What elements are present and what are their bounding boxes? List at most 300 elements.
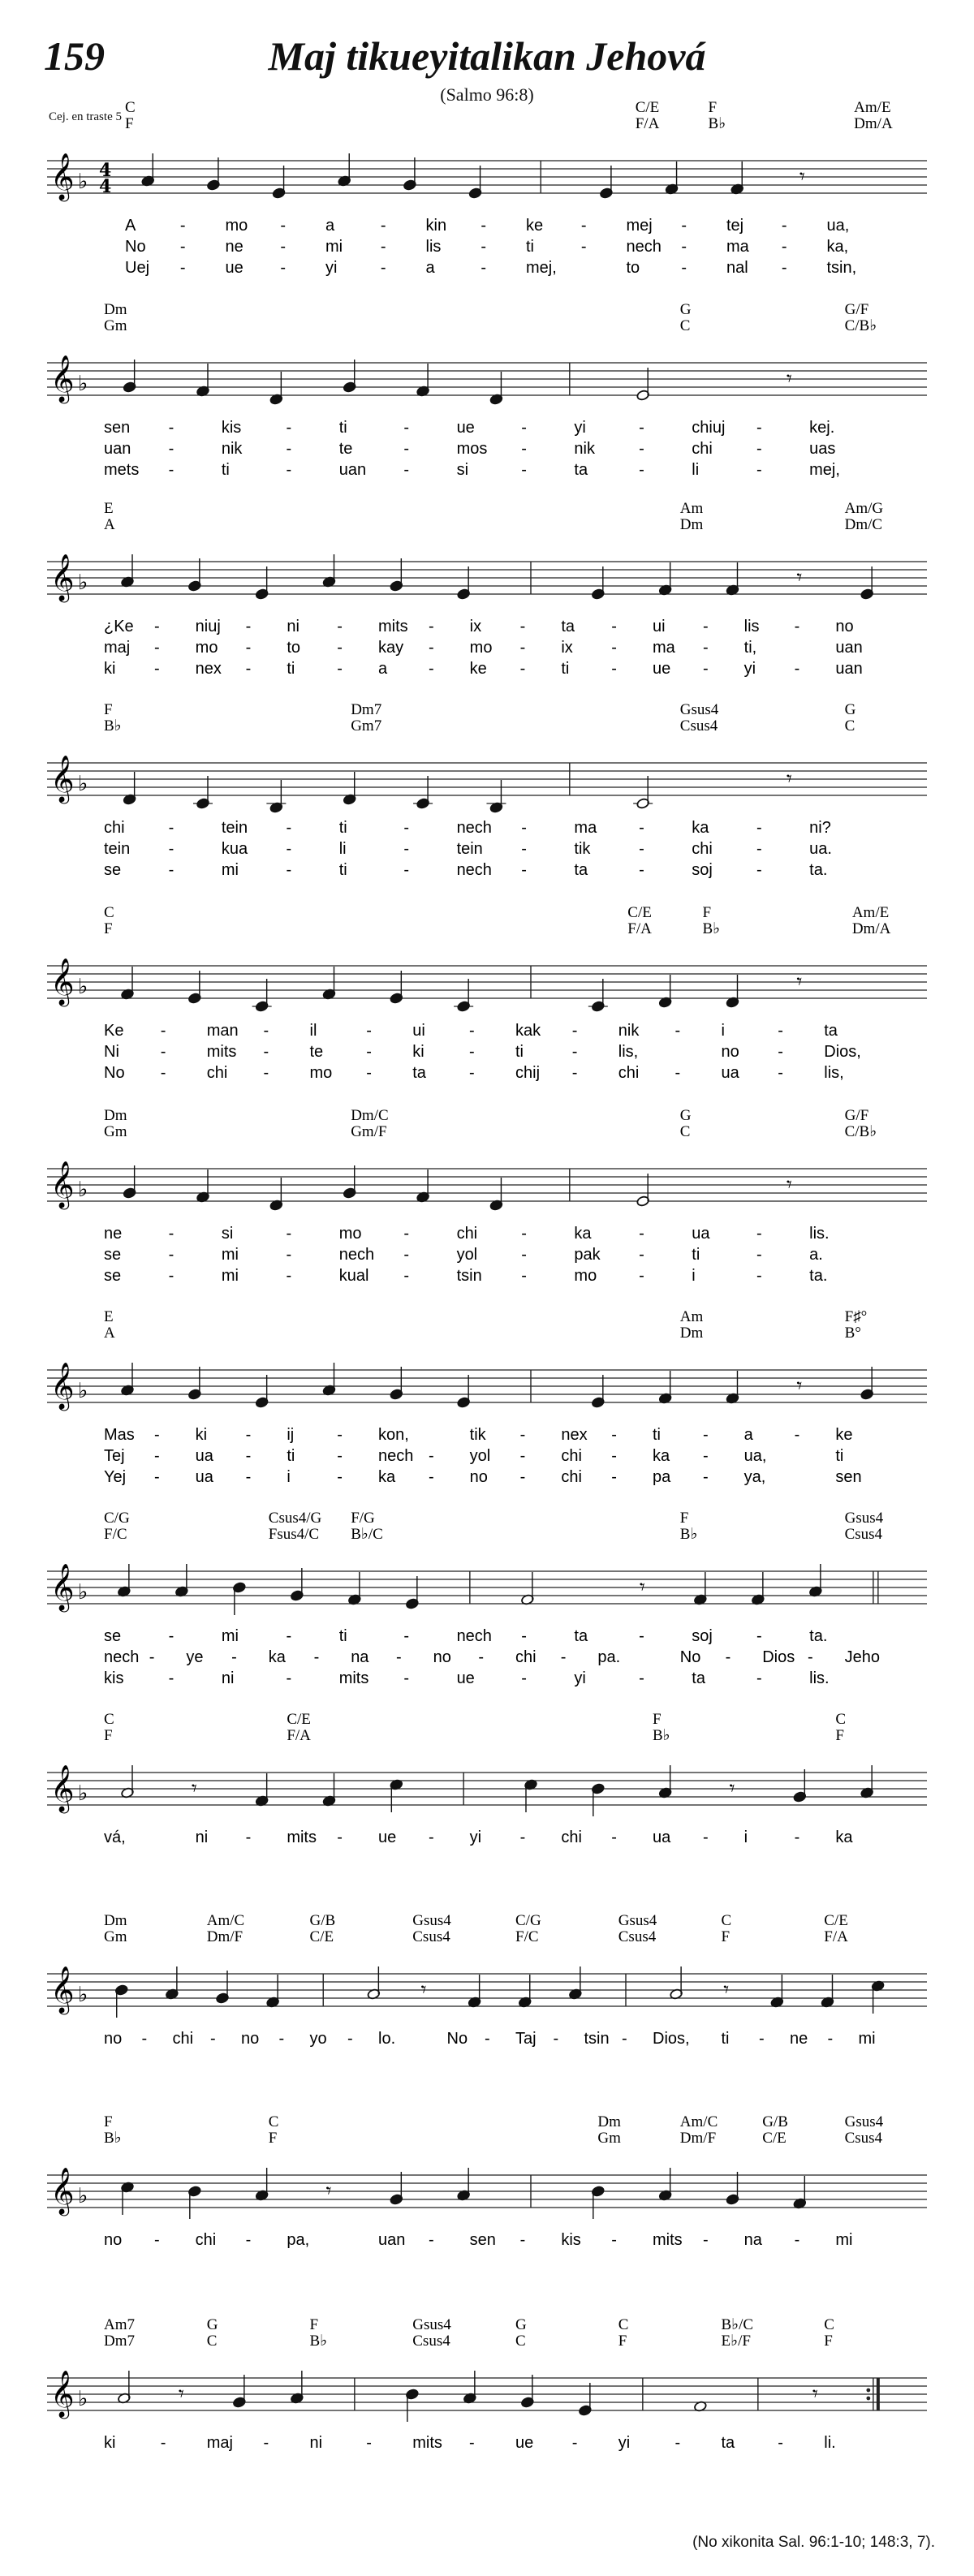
lyric-syllable: nex [561, 1426, 588, 1444]
lyric-syllable: ta. [809, 1627, 828, 1645]
lyric-syllable: to [626, 259, 640, 277]
lyric-syllable: i [692, 1267, 696, 1285]
chord-symbol-lower: Csus4 [618, 1928, 657, 1945]
chord-symbol-lower: F [104, 920, 113, 937]
lyric-hyphen: - [366, 1022, 372, 1040]
chord-symbol-upper: G/B [309, 1912, 336, 1929]
lyric-hyphen: - [611, 660, 617, 678]
lyric-syllable: sen [104, 419, 131, 437]
lyric-syllable: ki [104, 2434, 116, 2452]
lyric-hyphen: - [639, 861, 644, 879]
lyric-syllable: mo [469, 639, 493, 657]
chord-symbol-lower: F/A [824, 1928, 848, 1945]
flat-key-signature: ♭ [78, 571, 88, 595]
lyric-hyphen: - [153, 1468, 160, 1486]
lyric-syllable: Dios [762, 1648, 795, 1666]
lyric-hyphen: - [521, 1246, 527, 1264]
lyric-hyphen: - [778, 1022, 783, 1040]
lyric-hyphen: - [521, 440, 527, 458]
lyric-syllable: ti [338, 819, 347, 837]
lyric-syllable: chi [618, 1064, 640, 1082]
lyric-syllable: mits [412, 2434, 442, 2452]
lyric-hyphen: - [280, 238, 287, 256]
lyric-syllable: lis, [824, 1064, 844, 1082]
lyric-syllable: ta [574, 1627, 588, 1645]
lyric-syllable: kual [338, 1267, 369, 1285]
lyric-hyphen: - [756, 861, 762, 879]
lyric-syllable: se [104, 1246, 122, 1264]
lyric-syllable: yi [469, 1829, 482, 1846]
lyric-syllable: ka, [826, 238, 849, 256]
lyric-hyphen: - [674, 1064, 681, 1082]
lyric-syllable: ti [221, 461, 230, 479]
lyric-hyphen: - [756, 1627, 762, 1645]
lyric-syllable: sen [469, 2231, 496, 2249]
flat-key-signature: ♭ [78, 170, 88, 194]
lyric-hyphen: - [168, 1627, 175, 1645]
chord-symbol-upper: C [824, 2316, 834, 2333]
lyric-syllable: yo [309, 2030, 327, 2048]
lyric-syllable: a [325, 217, 335, 235]
chord-symbol-upper: G [206, 2316, 218, 2333]
lyric-hyphen: - [286, 1627, 292, 1645]
rest-icon: 𝄾 [786, 767, 792, 791]
lyric-syllable: ye [186, 1648, 204, 1666]
lyric-hyphen: - [403, 1669, 410, 1687]
lyric-syllable: yol [456, 1246, 478, 1264]
lyric-syllable: ta [692, 1669, 705, 1687]
lyric-hyphen: - [160, 1022, 166, 1040]
lyric-hyphen: - [428, 618, 434, 635]
lyric-hyphen: - [611, 1829, 617, 1846]
chord-symbol-lower: C [844, 717, 855, 734]
lyric-hyphen: - [179, 259, 186, 277]
lyric-syllable: mos [456, 440, 488, 458]
lyric-hyphen: - [519, 618, 526, 635]
lyric-syllable: ka [835, 1829, 853, 1846]
treble-clef-icon: 𝄞 [50, 355, 75, 402]
lyric-syllable: pak [574, 1246, 601, 1264]
staff-system [47, 500, 927, 678]
chord-symbol-upper: Dm [104, 1912, 127, 1929]
lyric-hyphen: - [286, 419, 292, 437]
chord-symbol-upper: C [721, 1912, 732, 1929]
lyric-syllable: il [309, 1022, 317, 1040]
time-sig-bottom: 4 [99, 176, 112, 197]
lyric-syllable: mej, [809, 461, 840, 479]
chord-symbol-upper: C [618, 2316, 629, 2333]
lyric-syllable: uan [835, 639, 863, 657]
lyric-hyphen: - [428, 2231, 434, 2249]
lyric-hyphen: - [286, 1225, 292, 1243]
chord-symbol-upper: E [104, 1308, 114, 1325]
chord-symbol-lower: F/A [635, 115, 660, 132]
lyric-hyphen: - [153, 1426, 160, 1444]
lyric-hyphen: - [403, 1267, 410, 1285]
rest-icon: 𝄾 [639, 1575, 645, 1600]
lyric-syllable: kay [378, 639, 404, 657]
lyric-hyphen: - [611, 1426, 617, 1444]
lyric-syllable: se [104, 861, 122, 879]
lyric-syllable: no [433, 1648, 451, 1666]
lyric-hyphen: - [781, 238, 787, 256]
rest-icon: 𝄾 [796, 970, 803, 994]
chord-symbol-lower: F [618, 2333, 627, 2350]
lyric-hyphen: - [639, 440, 644, 458]
lyric-hyphen: - [756, 461, 762, 479]
lyric-syllable: nex [195, 660, 222, 678]
lyric-syllable: ka [574, 1225, 592, 1243]
lyric-hyphen: - [521, 819, 527, 837]
lyric-hyphen: - [153, 618, 160, 635]
lyric-hyphen: - [286, 461, 292, 479]
lyric-hyphen: - [366, 2434, 372, 2452]
chord-symbol-upper: E [104, 500, 114, 517]
lyric-syllable: ne [790, 2030, 808, 2048]
lyric-syllable: Ke [104, 1022, 124, 1040]
rest-icon: 𝄾 [786, 1173, 792, 1197]
chord-symbol-lower: Dm/A [851, 920, 891, 937]
lyric-syllable: a [378, 660, 388, 678]
lyric-syllable: Tej [104, 1447, 125, 1465]
lyric-syllable: nech [456, 819, 492, 837]
chord-symbol-upper: Am7 [104, 2316, 135, 2333]
lyric-hyphen: - [481, 238, 487, 256]
lyric-syllable: mi [221, 1627, 239, 1645]
lyric-syllable: ki [195, 1426, 208, 1444]
lyric-hyphen: - [611, 639, 617, 657]
lyric-syllable: ti [526, 238, 534, 256]
chord-symbol-upper: C/E [635, 99, 660, 116]
lyric-syllable: mi [221, 1267, 239, 1285]
chord-symbol-upper: C [125, 99, 136, 116]
chord-symbol-upper: F [702, 904, 712, 921]
lyric-syllable: i [743, 1829, 748, 1846]
chord-symbol-upper: Dm [104, 1107, 127, 1124]
song-number: 159 [44, 33, 105, 79]
lyric-hyphen: - [403, 1246, 410, 1264]
lyric-hyphen: - [428, 639, 434, 657]
lyric-syllable: i [287, 1468, 291, 1486]
chord-symbol-lower: A [104, 1325, 115, 1342]
lyric-hyphen: - [231, 1648, 237, 1666]
flat-key-signature: ♭ [78, 975, 88, 999]
treble-clef-icon: 𝄞 [50, 153, 75, 200]
lyric-hyphen: - [778, 2434, 783, 2452]
lyric-syllable: ma [653, 639, 675, 657]
lyric-syllable: kej. [809, 419, 835, 437]
treble-clef-icon: 𝄞 [50, 958, 75, 1005]
chord-symbol-upper: Dm/C [351, 1107, 389, 1124]
lyric-syllable: mo [195, 639, 218, 657]
chord-symbol-lower: Gm [597, 2130, 621, 2147]
lyric-syllable: ue [378, 1829, 397, 1846]
lyric-hyphen: - [639, 819, 644, 837]
lyric-syllable: lis [743, 618, 760, 635]
lyric-syllable: nik [618, 1022, 640, 1040]
lyric-syllable: chi [561, 1829, 582, 1846]
lyric-hyphen: - [611, 618, 617, 635]
lyric-syllable: tik [469, 1426, 486, 1444]
lyric-hyphen: - [160, 1064, 166, 1082]
chord-symbol-upper: Gsus4 [412, 2316, 451, 2333]
lyric-hyphen: - [263, 2434, 269, 2452]
lyric-syllable: ta [561, 618, 575, 635]
lyric-hyphen: - [403, 461, 410, 479]
lyric-syllable: ti [721, 2030, 730, 2048]
chord-symbol-upper: Csus4/G [268, 1510, 322, 1527]
flat-key-signature: ♭ [78, 1781, 88, 1806]
lyric-hyphen: - [263, 1043, 269, 1061]
lyric-syllable: ti, [743, 639, 757, 657]
chord-symbol-lower: Gm [104, 1123, 127, 1140]
lyric-syllable: yi [574, 419, 586, 437]
lyric-syllable: nech [338, 1246, 375, 1264]
lyric-syllable: kon, [378, 1426, 409, 1444]
lyric-hyphen: - [337, 1426, 343, 1444]
lyric-hyphen: - [794, 618, 800, 635]
chord-symbol-lower: A [104, 516, 115, 533]
lyric-syllable: ma [726, 238, 749, 256]
flat-key-signature: ♭ [78, 1379, 88, 1403]
staff-system [47, 1510, 927, 1687]
lyric-hyphen: - [245, 2231, 252, 2249]
chord-symbol-upper: C [268, 2113, 279, 2130]
lyric-hyphen: - [263, 1022, 269, 1040]
chord-symbol-lower: C [515, 2333, 526, 2350]
lyric-syllable: ue [653, 660, 671, 678]
lyric-syllable: ua [721, 1064, 739, 1082]
lyric-syllable: uan [338, 461, 367, 479]
lyric-hyphen: - [681, 217, 687, 235]
lyric-syllable: tej [726, 217, 744, 235]
staff-system [47, 2113, 927, 2249]
lyric-syllable: chiuj [692, 419, 726, 437]
chord-symbol-lower: Dm/F [206, 1928, 244, 1945]
chord-symbol-lower: C [679, 1123, 691, 1140]
chord-symbol-upper: F♯° [844, 1308, 868, 1325]
lyric-syllable: ¿Ke [104, 618, 134, 635]
lyric-syllable: no [835, 618, 854, 635]
lyric-syllable: lis [425, 238, 442, 256]
lyric-syllable: mi [835, 2231, 853, 2249]
lyric-syllable: Jeho [844, 1648, 880, 1666]
lyric-syllable: no [469, 1468, 488, 1486]
chord-symbol-lower: Dm7 [104, 2333, 135, 2350]
lyric-syllable: maj [104, 639, 131, 657]
chord-symbol-lower: Csus4 [412, 2333, 450, 2350]
lyric-hyphen: - [428, 1829, 434, 1846]
lyric-hyphen: - [521, 1627, 527, 1645]
lyric-syllable: a [425, 259, 435, 277]
lyric-syllable: chi [172, 2030, 194, 2048]
chord-symbol-upper: G [679, 301, 692, 318]
lyric-syllable: tsin [584, 2030, 610, 2048]
lyric-hyphen: - [245, 618, 252, 635]
lyric-syllable: ne [104, 1225, 123, 1243]
lyric-syllable: ua, [743, 1447, 767, 1465]
lyric-hyphen: - [756, 419, 762, 437]
treble-clef-icon: 𝄞 [50, 1362, 75, 1409]
lyric-syllable: ke [526, 217, 544, 235]
lyric-hyphen: - [611, 1468, 617, 1486]
lyric-hyphen: - [286, 1267, 292, 1285]
lyric-syllable: mi [221, 1246, 239, 1264]
lyric-syllable: chij [515, 1064, 541, 1082]
chord-symbol-lower: B♭ [104, 717, 122, 734]
lyric-hyphen: - [168, 419, 175, 437]
lyric-hyphen: - [756, 1267, 762, 1285]
lyric-hyphen: - [403, 840, 410, 858]
lyric-syllable: no [104, 2030, 123, 2048]
chord-symbol-lower: B♭ [104, 2130, 122, 2147]
lyric-hyphen: - [794, 2231, 800, 2249]
lyric-syllable: ta [574, 461, 588, 479]
flat-key-signature: ♭ [78, 372, 88, 396]
lyric-hyphen: - [781, 259, 787, 277]
lyric-hyphen: - [756, 819, 762, 837]
lyric-syllable: mits [338, 1669, 369, 1687]
lyric-hyphen: - [611, 2231, 617, 2249]
lyric-hyphen: - [674, 1022, 681, 1040]
lyric-hyphen: - [725, 1648, 731, 1666]
lyric-hyphen: - [794, 1829, 800, 1846]
chord-symbol-lower: B♭ [653, 1727, 670, 1744]
lyric-syllable: pa. [597, 1648, 621, 1666]
lyric-syllable: si [221, 1225, 234, 1243]
lyric-syllable: ue [515, 2434, 534, 2452]
lyric-syllable: chi [692, 440, 713, 458]
lyric-syllable: ni [309, 2434, 323, 2452]
lyric-hyphen: - [580, 238, 587, 256]
lyric-syllable: ki [104, 660, 116, 678]
lyric-syllable: mo [338, 1225, 362, 1243]
lyric-syllable: No [104, 1064, 125, 1082]
lyric-hyphen: - [756, 1669, 762, 1687]
lyric-hyphen: - [468, 1043, 475, 1061]
lyric-syllable: niuj [195, 618, 221, 635]
lyric-syllable: lis. [809, 1669, 830, 1687]
lyric-hyphen: - [639, 1246, 644, 1264]
lyric-hyphen: - [468, 2434, 475, 2452]
lyric-hyphen: - [521, 1225, 527, 1243]
chord-symbol-upper: Am/G [844, 500, 884, 517]
lyric-hyphen: - [778, 1043, 783, 1061]
lyric-hyphen: - [519, 660, 526, 678]
lyric-hyphen: - [580, 217, 587, 235]
lyric-syllable: lis. [809, 1225, 830, 1243]
rest-icon: 𝄾 [325, 2179, 332, 2203]
lyric-hyphen: - [702, 2231, 709, 2249]
lyric-hyphen: - [209, 2030, 216, 2048]
lyric-syllable: ti [561, 660, 570, 678]
lyric-hyphen: - [286, 861, 292, 879]
lyric-hyphen: - [168, 461, 175, 479]
lyric-syllable: No [125, 238, 146, 256]
lyric-hyphen: - [519, 2231, 526, 2249]
lyric-syllable: nal [726, 259, 748, 277]
lyric-syllable: ke [469, 660, 487, 678]
chord-symbol-upper: Am/E [851, 904, 890, 921]
lyric-syllable: mej [626, 217, 653, 235]
lyric-hyphen: - [153, 639, 160, 657]
treble-clef-icon: 𝄞 [50, 1161, 75, 1208]
chord-symbol-lower: C/E [309, 1928, 334, 1945]
lyric-syllable: kis [561, 2231, 581, 2249]
chord-symbol-upper: C [104, 904, 114, 921]
flat-key-signature: ♭ [78, 1178, 88, 1202]
chord-symbol-upper: Gsus4 [412, 1912, 451, 1929]
staff-system [47, 701, 927, 879]
lyric-syllable: kua [221, 840, 248, 858]
lyric-syllable: ix [469, 618, 482, 635]
staff-system [47, 2316, 927, 2452]
lyric-syllable: ua, [826, 217, 850, 235]
lyric-hyphen: - [521, 861, 527, 879]
chord-symbol-lower: F [721, 1928, 730, 1945]
time-signature [99, 160, 111, 197]
lyric-syllable: to [287, 639, 301, 657]
lyric-hyphen: - [403, 419, 410, 437]
lyric-syllable: se [104, 1627, 122, 1645]
lyric-syllable: mits [287, 1829, 317, 1846]
lyric-hyphen: - [168, 840, 175, 858]
chord-symbol-lower: F [268, 2130, 278, 2147]
lyric-syllable: ma [574, 819, 597, 837]
lyric-syllable: yi [574, 1669, 586, 1687]
lyric-hyphen: - [571, 2434, 578, 2452]
lyric-hyphen: - [681, 259, 687, 277]
lyric-syllable: kis [221, 419, 242, 437]
lyric-syllable: tein [456, 840, 483, 858]
lyric-syllable: ta [824, 1022, 838, 1040]
lyric-syllable: ti [287, 660, 295, 678]
chord-symbol-lower: C [679, 317, 691, 334]
lyric-syllable: ka [692, 819, 709, 837]
chord-symbol-upper: F/G [351, 1510, 375, 1527]
lyric-syllable: li. [824, 2434, 836, 2452]
lyric-syllable: nech [456, 1627, 492, 1645]
lyric-hyphen: - [521, 1267, 527, 1285]
chord-symbol-upper: Am/C [206, 1912, 245, 1929]
lyric-hyphen: - [521, 461, 527, 479]
lyric-hyphen: - [153, 1447, 160, 1465]
lyric-syllable: ti [338, 419, 347, 437]
lyric-hyphen: - [337, 660, 343, 678]
lyric-hyphen: - [286, 819, 292, 837]
lyric-hyphen: - [478, 1648, 485, 1666]
chord-symbol-upper: C [835, 1711, 847, 1728]
flat-key-signature: ♭ [78, 1580, 88, 1605]
flat-key-signature: ♭ [78, 1983, 88, 2007]
flat-key-signature: ♭ [78, 2387, 88, 2411]
lyric-hyphen: - [571, 1043, 578, 1061]
lyric-syllable: uan [835, 660, 863, 678]
lyric-syllable: ix [561, 639, 573, 657]
lyric-syllable: ta [721, 2434, 735, 2452]
lyric-hyphen: - [521, 419, 527, 437]
chord-symbol-upper: Gsus4 [844, 1510, 884, 1527]
lyric-syllable: Mas [104, 1426, 135, 1444]
lyric-syllable: ki [412, 1043, 425, 1061]
lyric-syllable: ti [692, 1246, 700, 1264]
lyric-syllable: yi [618, 2434, 631, 2452]
staff-system [47, 904, 927, 1082]
repeat-dot [866, 2397, 870, 2401]
lyric-hyphen: - [758, 2030, 765, 2048]
lyric-hyphen: - [519, 1468, 526, 1486]
staff-system [47, 99, 927, 277]
